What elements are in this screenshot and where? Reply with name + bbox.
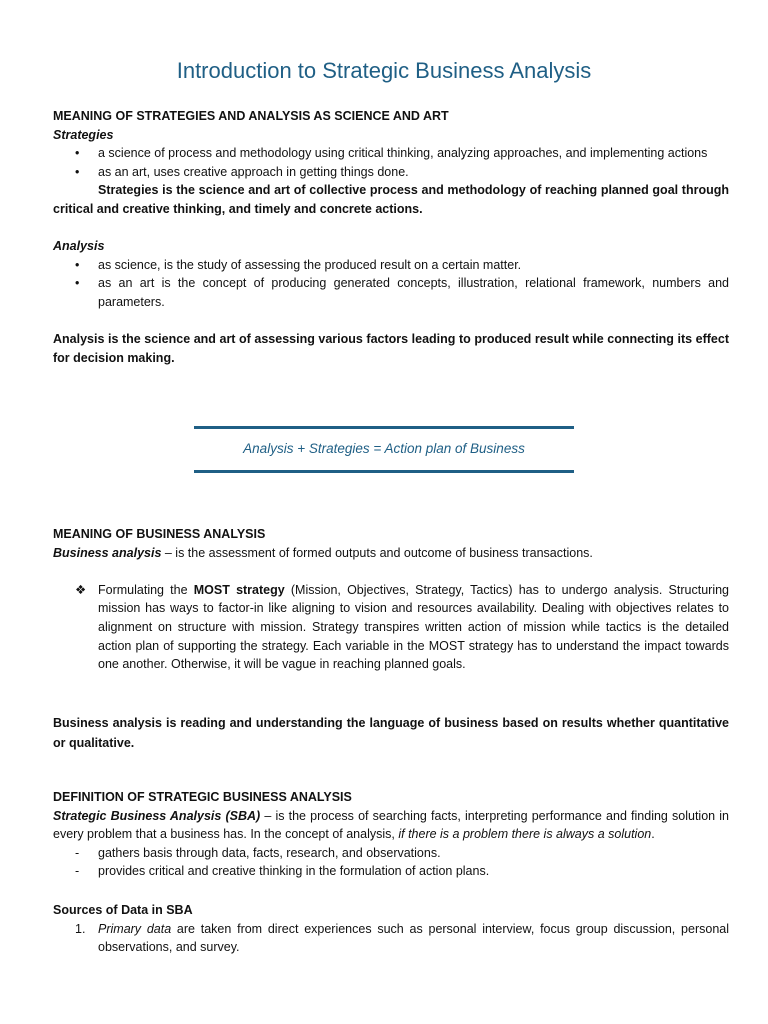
list-item: • a science of process and methodology using critical thinking, analyzing approaches, and implementing actions [53,144,729,163]
sba-definition: Strategic Business Analysis (SBA) – is the process of searching facts, interpreting performance and finding solution in every problem that a business has. In the concept of analysis, if there is a problem there is always a solution. [53,808,729,842]
list-item: ❖ Formulating the MOST strategy (Mission, Objectives, Strategy, Tactics) has to undergo analysis. Structuring mission has ways to factor-in like aligning to vision and resources availability. Dealing with objectives relates to alignment on structure with mission. Strategy transpires written action of mission while tactics is the detailed action plan of supporting the strategy. Each variable in the MOST strategy has to understand the impact towards one another. Otherwise, it will be vague in reaching planned goals. [75,582,730,672]
equation-text: Analysis + Strategies = Action plan of Business [243,441,525,456]
section-heading: MEANING OF STRATEGIES AND ANALYSIS AS SCIENCE AND ART [53,109,449,123]
section-heading: DEFINITION OF STRATEGIC BUSINESS ANALYSIS [53,790,352,804]
strategies-definition: Strategies is the science and art of collective process and methodology of reaching planned goal through critical and creative thinking, and timely and concrete actions. [53,183,729,216]
business-analysis-definition: Business analysis – is the assessment of formed outputs and outcome of business transactions. [53,545,593,560]
section-strategic-business-analysis [53,788,729,881]
section-business-analysis [53,525,729,674]
list-item: 1. Primary data are taken from direct experiences such as personal interview, focus group discussion, personal observations, and survey. [75,921,729,955]
list-item: - gathers basis through data, facts, research, and observations. [53,844,729,863]
section-heading: Sources of Data in SBA [53,903,193,917]
list-item: • as an art, uses creative approach in getting things done. [53,163,729,182]
list-item: - provides critical and creative thinking in the formulation of action plans. [53,862,729,881]
subheading-strategies: Strategies [53,127,114,142]
bullet-dot-icon: • [75,146,80,161]
dash-bullet-icon: - [75,845,80,860]
section-heading: MEANING OF BUSINESS ANALYSIS [53,527,266,541]
bullet-dot-icon: • [75,257,80,272]
dash-bullet-icon: - [75,864,80,879]
section-data-sources [53,901,729,957]
business-analysis-summary: Business analysis is reading and understanding the language of business based on results whether quantitative or qualitative. [53,716,729,750]
box-bottom-rule [194,470,574,473]
bullet-dot-icon: • [75,164,80,179]
list-item: • as science, is the study of assessing the produced result on a certain matter. [53,256,729,275]
section-strategies-analysis [53,107,729,367]
diamond-bullet-icon: ❖ [75,582,87,597]
list-item: • as an art is the concept of producing generated concepts, illustration, relational framework, numbers and parameters. [75,276,729,309]
subheading-analysis: Analysis [53,239,105,254]
analysis-definition: Analysis is the science and art of assessing various factors leading to produced result while connecting its effect for decision making. [53,332,729,365]
list-number: 1. [75,921,86,936]
box-top-rule [194,426,574,429]
bullet-dot-icon: • [75,276,80,291]
page-title: Introduction to Strategic Business Analysis [176,58,592,83]
